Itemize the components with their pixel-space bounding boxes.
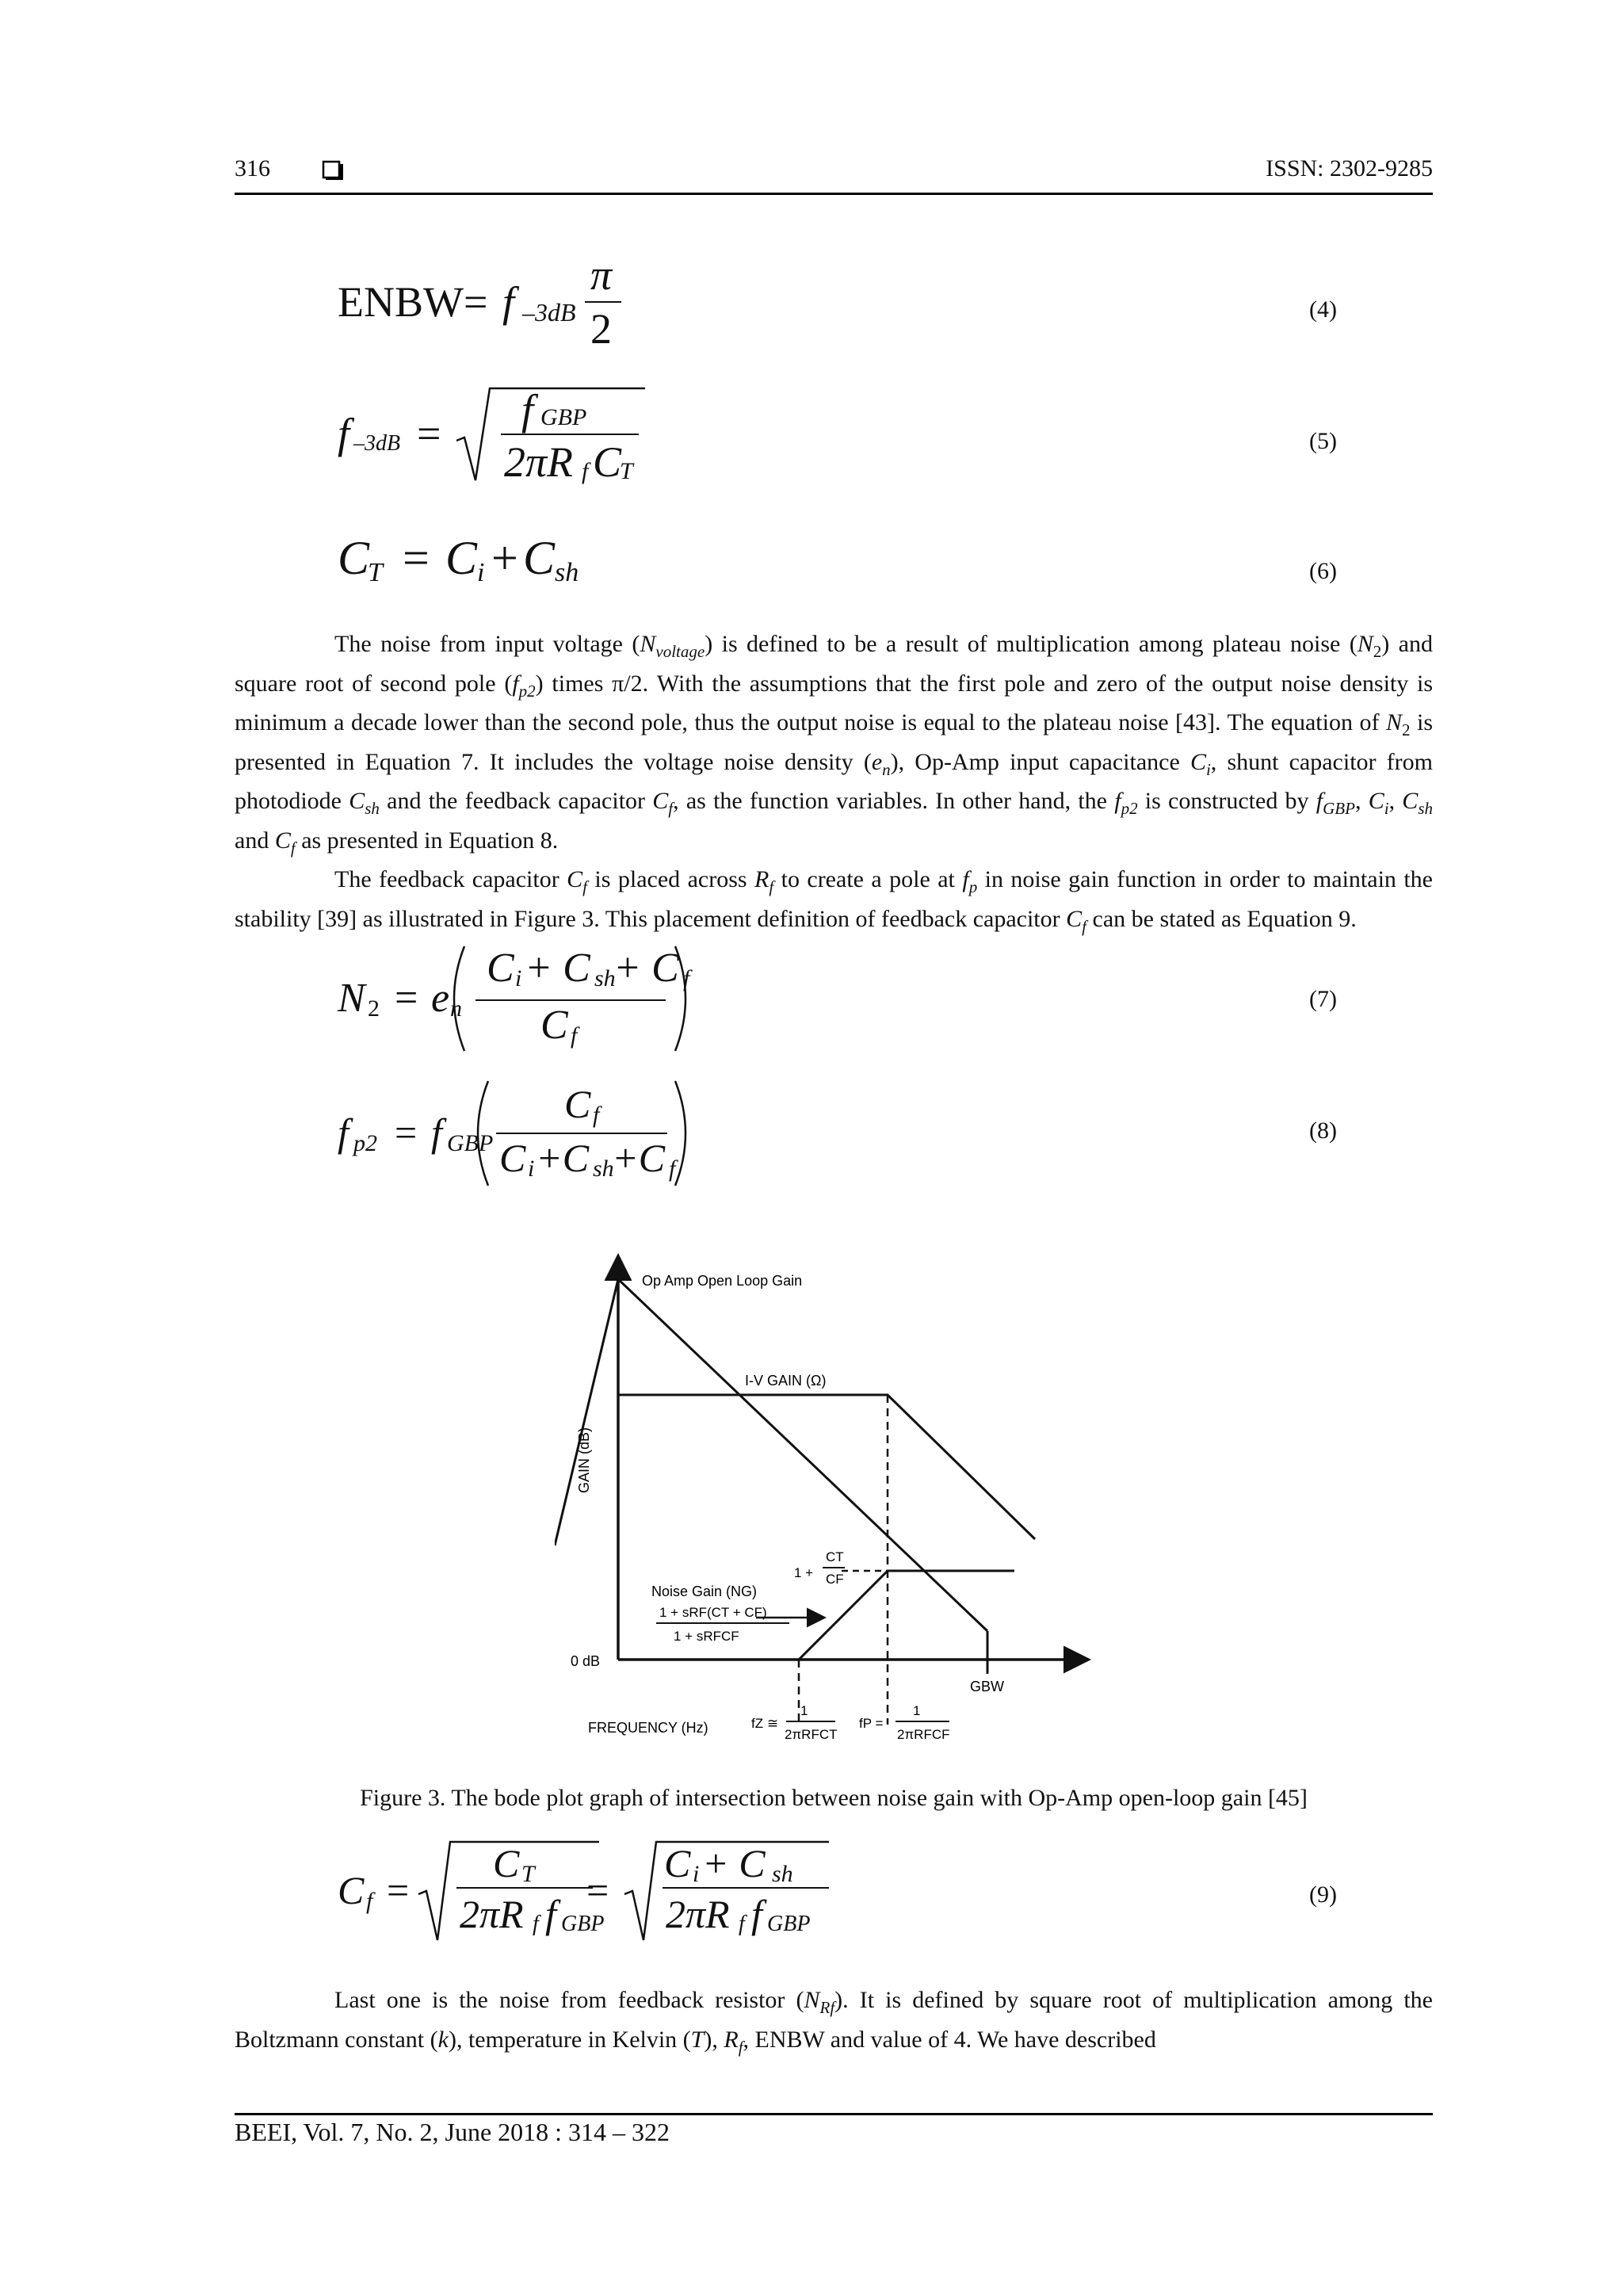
- svg-text:fZ ≅: fZ ≅: [751, 1716, 779, 1731]
- equation-7: N 2 = e n C i + C sh + C f C f: [338, 943, 702, 1054]
- header-rule: [235, 193, 1433, 195]
- footer-rule: [235, 2113, 1433, 2115]
- issn: ISSN: 2302-9285: [1266, 155, 1433, 181]
- equation-6: C T = C i + C sh: [338, 532, 579, 587]
- figure-caption: Figure 3. The bode plot graph of intersection between noise gain with Op-Amp open-loop gain [45]: [360, 1785, 1308, 1811]
- svg-text:1 + sRFCF: 1 + sRFCF: [674, 1629, 739, 1644]
- y-axis-label: GAIN (dB): [576, 1427, 592, 1493]
- iv-gain-label: I-V GAIN (Ω): [745, 1373, 827, 1389]
- svg-text:CF: CF: [826, 1572, 844, 1587]
- gbw-label: GBW: [970, 1679, 1004, 1694]
- noise-gain-label: Noise Gain (NG): [651, 1584, 758, 1599]
- page-number: 316: [235, 155, 270, 181]
- header-box-icon: [322, 159, 344, 181]
- paragraph-2: The feedback capacitor $C_f$ is placed across $R_f$ to create a pole at $f_p$ in noise gain function in order to maintain the stability [39] as illustrated in Figure 3. This placement definition of feedback capacitor $C_f$ can be stated as Equation 9.: [235, 866, 1433, 936]
- zero-db-label: 0 dB: [571, 1653, 601, 1669]
- svg-text:1: 1: [800, 1703, 808, 1718]
- svg-text:fP =: fP =: [859, 1716, 884, 1731]
- equation-6-number: (6): [1309, 558, 1337, 584]
- footer-citation: BEEI, Vol. 7, No. 2, June 2018 : 314 – 322: [235, 2118, 670, 2146]
- svg-text:1: 1: [913, 1703, 921, 1718]
- iv-gain-line: [618, 1395, 1035, 1539]
- svg-text:2πRFCT: 2πRFCT: [785, 1727, 838, 1742]
- equation-4: ENBW= f –3dB π 2: [338, 269, 734, 357]
- equation-8-number: (8): [1309, 1117, 1337, 1144]
- open-loop-gain-line: [555, 1279, 618, 1545]
- equation-8: f p2 = f GBP C f C i +C sh +C f: [338, 1078, 702, 1189]
- paragraph-1: The noise from input voltage $(N_{voltage})$ is defined to be a result of multiplication among plateau noise $(N_2)$ and square root of second pole $(f_{p2})$ times π/2. With the assumptions that the first pole and zero of the output noise density is minimum a decade lower than the second pole, thus the output noise is equal to the plateau noise [43]. The equation of $N_2$ is presented in Equation 7. It includes the voltage noise density $(e_n)$, Op-Amp input capacitance $C_i$, shunt capacitor from photodiode $C_{sh}$ and the feedback capacitor $C_f$, as the function variables. In other hand, the $f_{p2}$ is constructed by $f_{GBP}$, $C_i$, $C_{sh}$ and $C_f$ as presented in Equation 8. The feedback capacitor $C_f$ is placed across $R_f$ to create a pole at $f_p$ in noise gain function in order to maintain the stability [39] as illustrated in Figure 3. This placement definition of feedback capacitor $C_f$ can be stated as Equation 9.: [235, 628, 1433, 942]
- bode-plot-figure: [555, 1244, 1109, 1752]
- open-loop-label: Op Amp Open Loop Gain: [642, 1273, 803, 1289]
- svg-text:2πRFCF: 2πRFCF: [897, 1727, 950, 1742]
- equation-5: f –3dB = f GBP 2πR f C T: [338, 385, 655, 488]
- paragraph-3: Last one is the noise from feedback resistor $(N_{Rf})$. It is defined by square root of multiplication among the Boltzmann constant (k), temperature in Kelvin (T), $R_f$, ENBW and value of 4. We have described: [235, 1987, 1433, 2057]
- svg-text:1 + sRF(CT + CF): 1 + sRF(CT + CF): [659, 1605, 767, 1620]
- equation-4-number: (4): [1309, 296, 1337, 323]
- equation-5-number: (5): [1309, 428, 1337, 454]
- svg-text:1 +: 1 +: [794, 1565, 814, 1580]
- x-axis-label: FREQUENCY (Hz): [588, 1720, 708, 1736]
- equation-7-number: (7): [1309, 986, 1337, 1012]
- equation-9: C f = C T 2πR f f GBP = C i + C sh 2πR f f GBP: [338, 1839, 813, 1950]
- equation-9-number: (9): [1309, 1881, 1337, 1908]
- svg-text:CT: CT: [826, 1549, 844, 1564]
